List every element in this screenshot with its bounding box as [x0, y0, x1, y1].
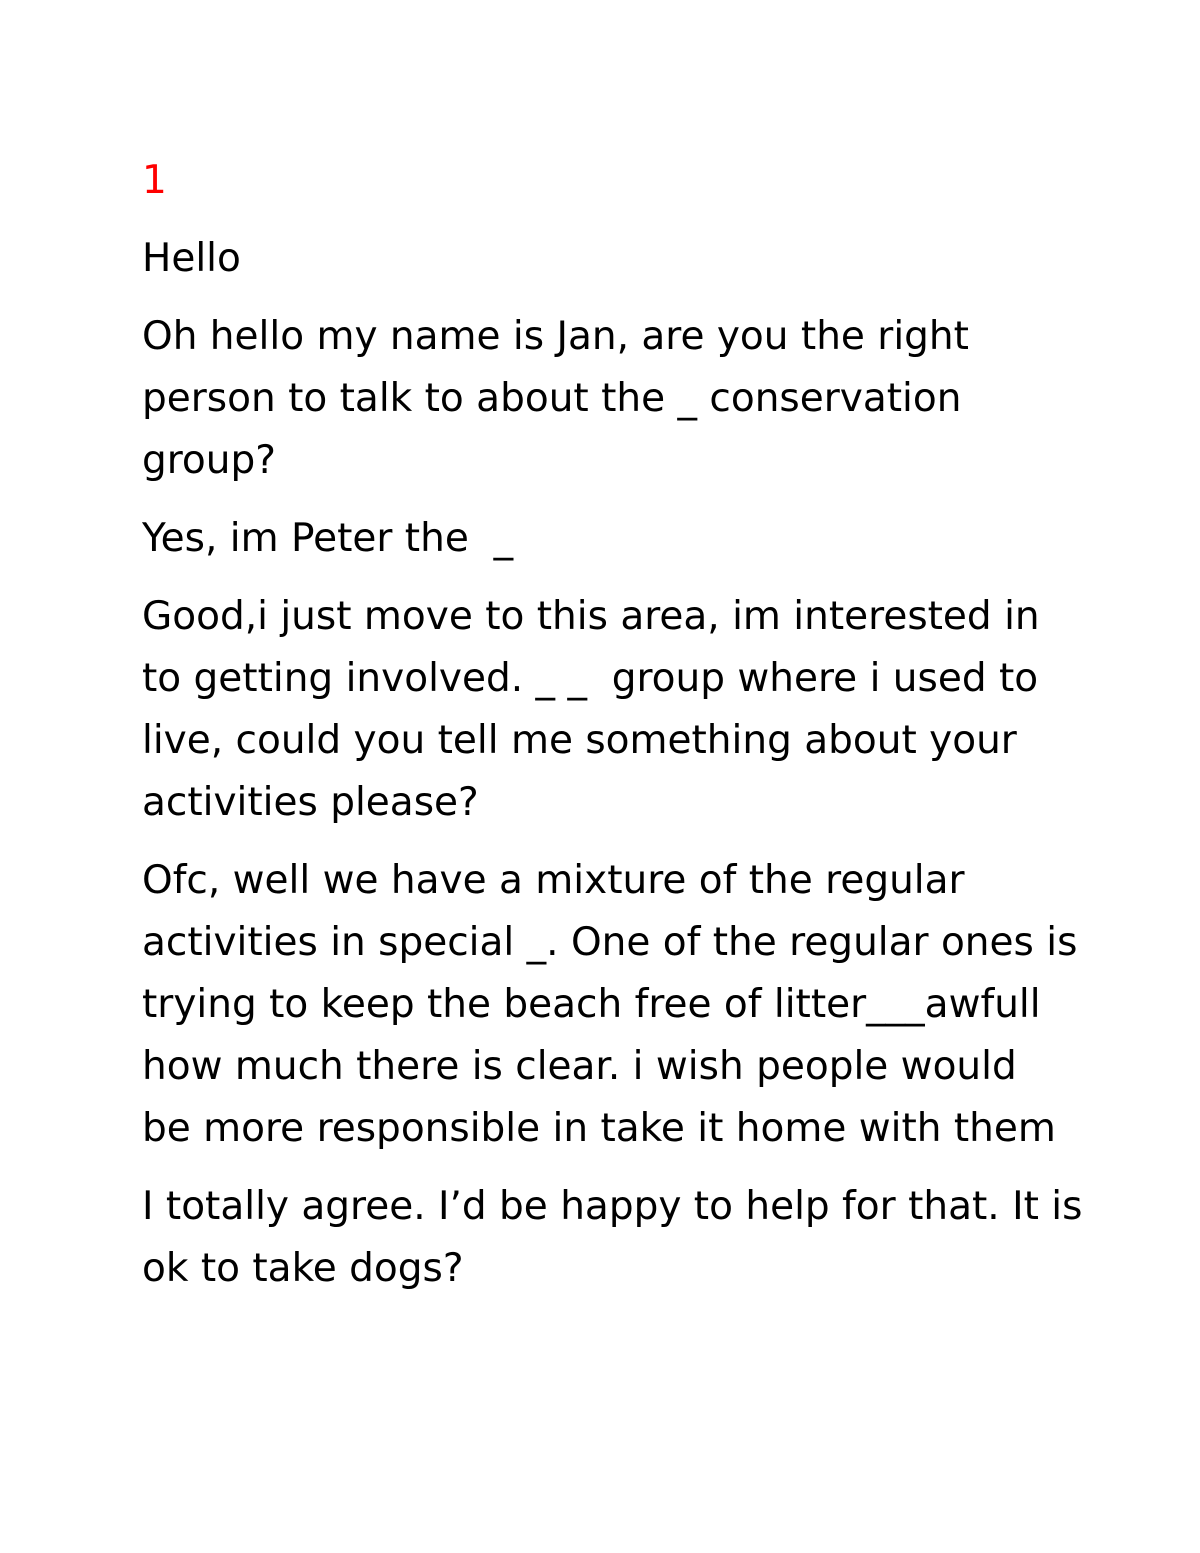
text-line: activities in special _. One of the regular ones is [142, 920, 1078, 965]
document-body [142, 150, 1083, 1316]
text-line: live, could you tell me something about your [142, 718, 1017, 763]
text-line: ok to take dogs? [142, 1246, 464, 1291]
page-number: 1 [142, 158, 167, 203]
paragraph [142, 850, 1078, 1160]
text-line: Good,i just move to this area, im interested in [142, 594, 1040, 639]
text-line: Oh hello my name is Jan, are you the right [142, 314, 969, 359]
paragraph [142, 508, 1062, 570]
text-line: Ofc, well we have a mixture of the regular [142, 858, 965, 903]
paragraph [142, 1176, 1083, 1300]
paragraph [142, 306, 1062, 492]
text-line: Hello [142, 236, 241, 281]
text-line: Yes, im Peter the _ [142, 516, 514, 561]
text-line: group? [142, 438, 276, 483]
paragraph-list [142, 228, 1083, 1300]
paragraph [142, 228, 1062, 290]
paragraph [142, 586, 1062, 834]
text-line: how much there is clear. i wish people would [142, 1044, 1017, 1089]
text-line: trying to keep the beach free of litter___awfull [142, 982, 1041, 1027]
text-line: person to talk to about the _ conservation [142, 376, 962, 421]
text-line: I totally agree. I’d be happy to help for that. It is [142, 1184, 1083, 1229]
text-line: to getting involved. _ _ group where i used to [142, 656, 1039, 701]
text-line: be more responsible in take it home with them [142, 1106, 1056, 1151]
text-line: activities please? [142, 780, 479, 825]
